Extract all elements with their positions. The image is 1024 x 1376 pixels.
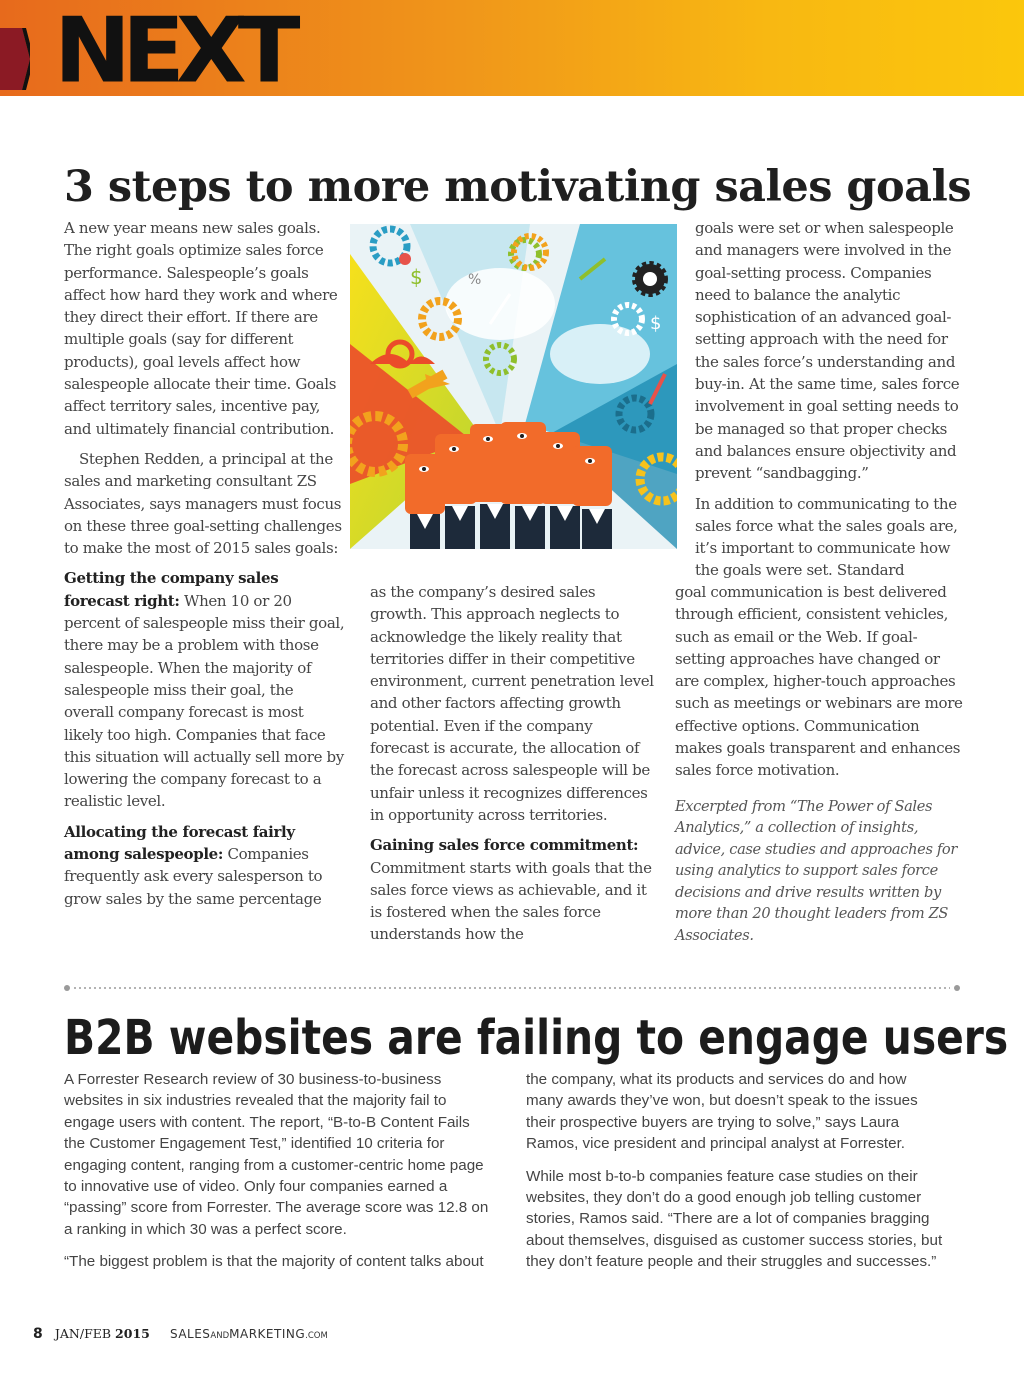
article-column-3-bottom (675, 581, 965, 954)
issue-date (55, 1326, 150, 1341)
subsection-body: Commitment starts with goals that the sales force views as achievable, and it is fostered when the sales force understands how the (370, 858, 652, 944)
paragraph: In addition to communicating to the sales force what the sales goals are, it’s important to communicate how the goals were set. Standard (695, 494, 958, 580)
subsection-body: When 10 or 20 percent of salespeople miss their goal, there may be a problem with those salespeople. When the majority of salespeople miss their goal, the overall company forecast is most likely too high. Companies that face this situation will actually sell more by lowering the company forecast to a realistic level. (64, 591, 345, 811)
subhead: Getting the company sales forecast right: (64, 569, 279, 610)
article-headline: B2B websites are failing to engage users (64, 1010, 1009, 1066)
article-headline: 3 steps to more motivating sales goals (64, 162, 972, 212)
paragraph: A Forrester Research review of 30 business-to-business websites in six industries revealed that the majority fail to engage users with content. The report, “B-to-B Content Fails the Customer Engagement Test,” identified 10 criteria for engaging content, ranging from a customer-centric home page to innovative use of video. Only four companies earned a “passing” score from Forrester. The average score was 12.8 on a ranking in which 30 was a perfect score. (64, 1071, 489, 1238)
excerpt-credit: Excerpted from “The Power of Sales Analytics,” a collection of insights, advice, case studies and approaches for using analytics to support sales force decisions and drive results written by more than 20 thought leaders from ZS Associates. (675, 797, 957, 944)
issue-year: 2015 (115, 1326, 150, 1341)
section-tab-marker (0, 28, 30, 90)
article-column-1 (64, 1069, 494, 1284)
site-part: MARKETING (229, 1327, 306, 1341)
subsection (64, 567, 346, 812)
article-column-2 (370, 581, 655, 954)
site-part: AND (210, 1331, 230, 1341)
sales-team-gears-illustration (350, 224, 677, 549)
section-masthead: NEXT (54, 0, 292, 103)
subhead: Gaining sales force commitment: (370, 836, 639, 855)
paragraph: the company, what its products and services do and how many awards they’ve won, but doesn’t speak to the issues their prospective buyers are trying to solve,” says Laura Ramos, vice president and principal analyst at Forrester. (526, 1071, 918, 1153)
subsection-body: Companies frequently ask every salesperson to grow sales by the same percentage (64, 845, 323, 908)
subsection (64, 821, 346, 910)
article-column-2 (526, 1069, 946, 1284)
site-part: SALES (169, 1327, 211, 1341)
paragraph: While most b-to-b companies feature case studies on their websites, they don’t do a good enough job telling customer stories, Ramos said. “There are a lot of companies bragging about themselves, disguised as customer success stories, but they don’t feature people and their struggles and successes.” (526, 1167, 943, 1271)
site-part: .COM (305, 1331, 328, 1341)
paragraph: “The biggest problem is that the majority of content talks about (64, 1253, 484, 1271)
paragraph: as the company’s desired sales growth. This approach neglects to acknowledge the likely reality that territories differ in their competitive environment, current penetration level and other factors affecting growth potential. Even if the company forecast is accurate, the allocation of the forecast across salespeople will be unfair unless it recognizes differences in opportunity across territories. (370, 583, 654, 824)
svg-text:%: % (468, 272, 482, 288)
issue-month: JAN/FEB (54, 1326, 112, 1341)
article-column-1 (64, 217, 346, 918)
paragraph: goals were set or when salespeople and managers were involved in the goal-setting process. Companies need to balance the analytic sophistication of an advanced goal-setting approach with the need for the sales force’s understanding and buy-in. At the same time, sales force involvement in goal setting needs to be managed so that proper checks and balances ensure objectivity and prevent “sandbagging.” (695, 219, 960, 483)
svg-text:$: $ (410, 265, 423, 289)
page-number: 8 (33, 1326, 43, 1342)
paragraph: A new year means new sales goals. The right goals optimize sales force performance. Salespeople’s goals affect how hard they work and where they direct their effort. If there are multiple goals (say for different products), goal levels affect how salespeople allocate their time. Goals affect territory sales, incentive pay, and ultimately financial contribution. (64, 219, 338, 438)
page-footer (33, 1326, 328, 1342)
subhead: Allocating the forecast fairly among salespeople: (64, 822, 295, 864)
paragraph: goal communication is best delivered through efficient, consistent vehicles, such as email or the Web. If goal-setting approaches have changed or are complex, higher-touch approaches such as meetings or webinars are more effective options. Communication makes goals transparent and enhances sales force motivation. (675, 583, 963, 780)
article-column-3-top (695, 217, 965, 590)
section-divider (64, 985, 960, 991)
subsection (370, 834, 655, 945)
site-url (170, 1327, 328, 1341)
paragraph: Stephen Redden, a principal at the sales and marketing consultant ZS Associates, says managers must focus on these three goal-setting challenges to make the most of 2015 sales goals: (64, 449, 342, 558)
svg-text:$: $ (650, 313, 662, 334)
